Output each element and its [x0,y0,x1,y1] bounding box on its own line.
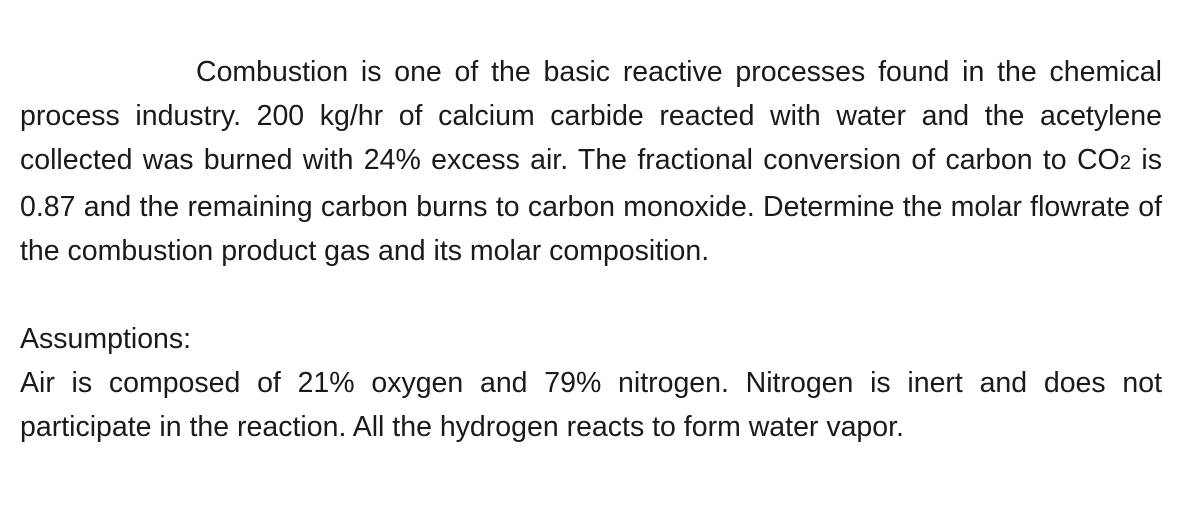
assumptions-text: Air is composed of 21% oxygen and 79% nitrogen. Nitrogen is inert and does not participate in the reaction. All the hydrogen reacts to form water vapor. [20,367,1162,443]
assumptions-heading: Assumptions: [20,323,192,355]
problem-text-part1: Combustion is one of the basic reactive processes found in the chemical process industry. 200 kg/hr of calcium carbide reacted with water and the acetylene collected was burned with 24% excess air. The fractional conversion of carbon to CO [20,56,1162,176]
document-body [20,50,1162,449]
paragraph-spacer [20,273,1162,317]
co2-subscript: 2 [1119,151,1132,174]
problem-text-part2: is 0.87 and the remaining carbon burns to carbon monoxide. Determine the molar flowrate of the combustion product gas and its molar composition. [20,144,1163,267]
problem-statement [20,50,1162,273]
